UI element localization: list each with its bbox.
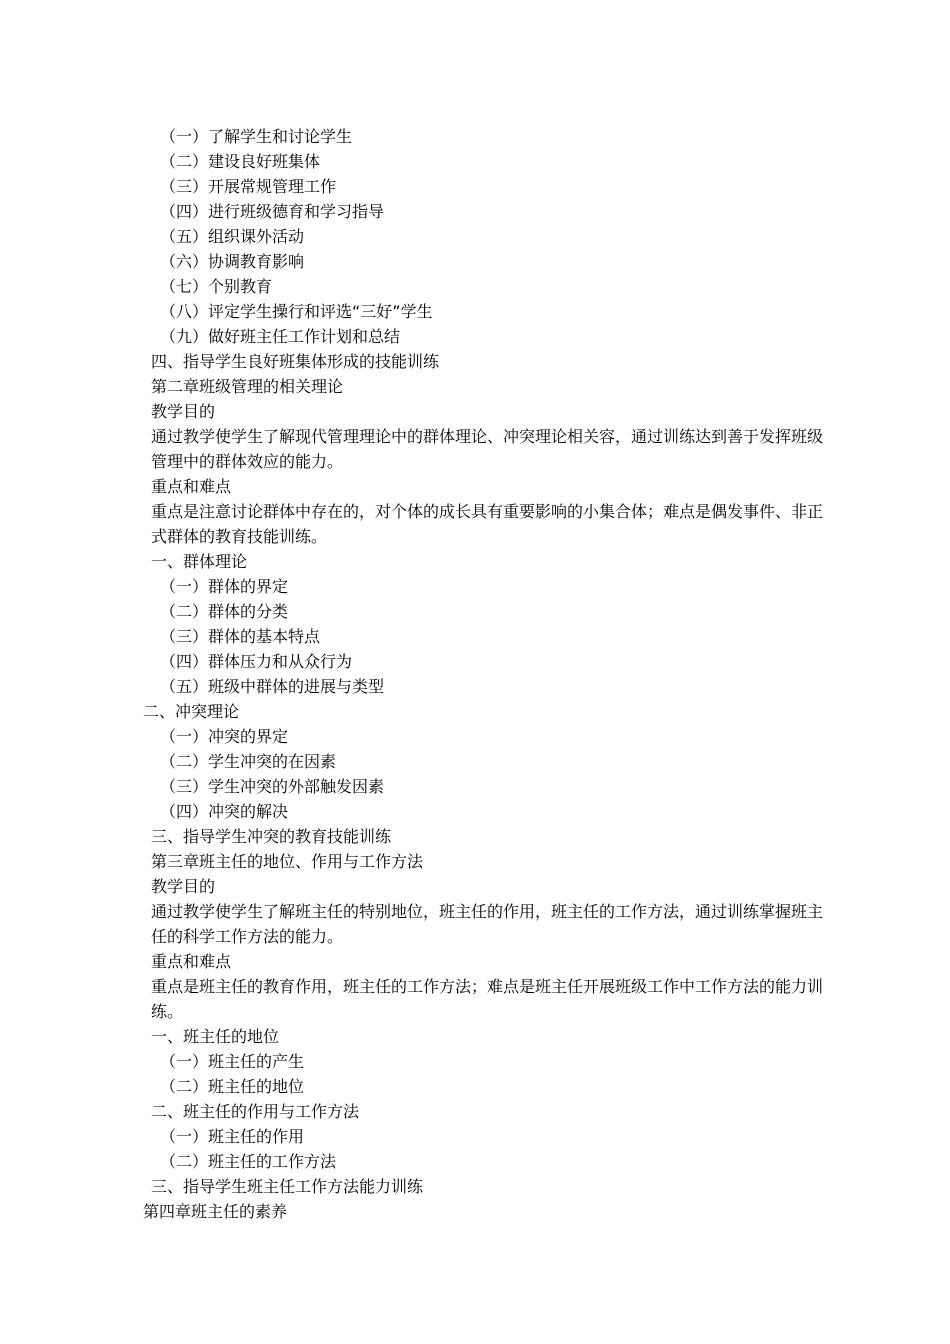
chapter-title: 第三章班主任的地位、作用与工作方法 [151,852,424,871]
subsection-heading: （一）班主任的产生 [160,1052,305,1071]
section-heading: 二、班主任的作用与工作方法 [151,1102,360,1121]
section-heading: 四、指导学生良好班集体形成的技能训练 [151,352,440,371]
subsection-heading: （一）群体的界定 [160,577,289,596]
subsection-heading: （二）群体的分类 [160,602,289,621]
section-heading: 一、群体理论 [151,552,248,571]
section-heading: 三、指导学生班主任工作方法能力训练 [151,1177,424,1196]
section-heading: 二、冲突理论 [143,702,240,721]
document-body [143,124,823,1224]
label-key-points: 重点和难点 [151,952,232,971]
label-key-points: 重点和难点 [151,477,232,496]
subsection-heading: （九）做好班主任工作计划和总结 [160,327,401,346]
subsection-heading: （四）冲突的解决 [160,802,289,821]
subsection-heading: （二）班主任的工作方法 [160,1152,337,1171]
paragraph-key-points: 重点是注意讨论群体中存在的，对个体的成长具有重要影响的小集合体；难点是偶发事件、非正式群体的教育技能训练。 [151,502,824,546]
section-heading: 三、指导学生冲突的教育技能训练 [151,827,392,846]
subsection-heading: （七）个别教育 [160,277,273,296]
chapter-title: 第四章班主任的素养 [143,1202,288,1221]
subsection-heading: （四）进行班级德育和学习指导 [160,202,385,221]
subsection-heading: （一）冲突的界定 [160,727,289,746]
paragraph-key-points: 重点是班主任的教育作用，班主任的工作方法；难点是班主任开展班级工作中工作方法的能力训练。 [151,977,824,1021]
subsection-heading: （一）班主任的作用 [160,1127,305,1146]
label-teaching-purpose: 教学目的 [151,402,216,421]
chapter-title: 第二章班级管理的相关理论 [151,377,344,396]
subsection-heading: （三）学生冲突的外部触发因素 [160,777,385,796]
paragraph-teaching-purpose: 通过教学使学生了解现代管理理论中的群体理论、冲突理论相关容，通过训练达到善于发挥班级管理中的群体效应的能力。 [151,427,824,471]
subsection-heading: （五）班级中群体的进展与类型 [160,677,385,696]
subsection-heading: （二）建设良好班集体 [160,152,321,171]
label-teaching-purpose: 教学目的 [151,877,216,896]
paragraph-teaching-purpose: 通过教学使学生了解班主任的特别地位，班主任的作用，班主任的工作方法，通过训练掌握班主任的科学工作方法的能力。 [151,902,824,946]
section-heading: 一、班主任的地位 [151,1027,280,1046]
subsection-heading: （八）评定学生操行和评选“三好”学生 [160,302,433,321]
subsection-heading: （五）组织课外活动 [160,227,305,246]
subsection-heading: （三）群体的基本特点 [160,627,321,646]
subsection-heading: （二）班主任的地位 [160,1077,305,1096]
subsection-heading: （六）协调教育影响 [160,252,305,271]
subsection-heading: （二）学生冲突的在因素 [160,752,337,771]
subsection-heading: （三）开展常规管理工作 [160,177,337,196]
subsection-heading: （四）群体压力和从众行为 [160,652,353,671]
subsection-heading: （一）了解学生和讨论学生 [160,127,353,146]
